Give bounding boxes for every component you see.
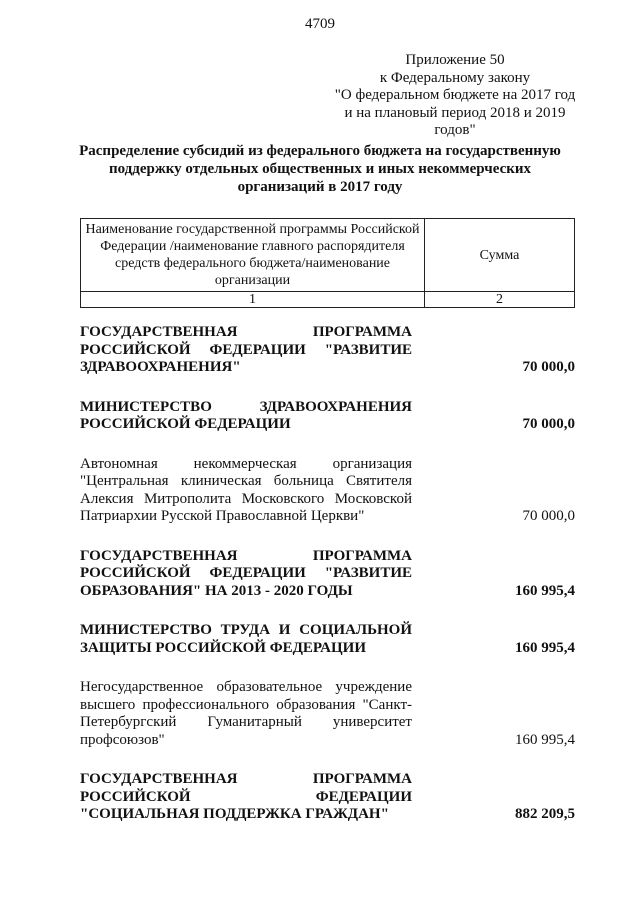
appendix-reference [320,52,590,140]
appendix-line: и на плановый период 2018 и 2019 [344,104,566,121]
column-number-2: 2 [425,292,575,308]
row-amount: 160 995,4 [515,582,575,599]
appendix-line: к Федеральному закону [379,69,531,86]
appendix-line: годов" [434,122,476,138]
table-row [80,399,575,434]
appendix-line: Приложение 50 [405,52,505,68]
table-row [80,622,575,657]
table-header [80,218,575,308]
title-line: организаций в 2017 году [237,179,403,195]
table-row [80,679,575,749]
row-amount: 160 995,4 [515,639,575,656]
row-amount: 70 000,0 [522,508,575,524]
title-line: поддержку отдельных общественных и иных некоммерческих [108,161,532,177]
row-amount: 70 000,0 [522,359,575,375]
table-row [80,771,575,824]
row-amount: 160 995,4 [515,731,575,748]
row-name: МИНИСТЕРСТВО ТРУДА И СОЦИАЛЬНОЙ ЗАЩИТЫ РОССИЙСКОЙ ФЕДЕРАЦИИ [80,622,412,656]
page-number: 4709 [305,16,335,32]
appendix-line: "О федеральном бюджете на 2017 год [334,87,576,103]
row-amount: 882 209,5 [515,806,575,822]
row-name: ГОСУДАРСТВЕННАЯ ПРОГРАММА РОССИЙСКОЙ ФЕДЕРАЦИИ "РАЗВИТИЕ ОБРАЗОВАНИЯ" НА 2013 - 2020 ГОДЫ [80,547,412,599]
row-name: ГОСУДАРСТВЕННАЯ ПРОГРАММА РОССИЙСКОЙ ФЕДЕРАЦИИ "СОЦИАЛЬНАЯ ПОДДЕРЖКА ГРАЖДАН" [80,771,412,822]
document-title [70,142,570,196]
row-amount: 70 000,0 [522,416,575,432]
table-row [80,456,575,526]
title-line: Распределение субсидий из федерального бюджета на государственную [79,143,561,159]
row-name: МИНИСТЕРСТВО ЗДРАВООХРАНЕНИЯ РОССИЙСКОЙ ФЕДЕРАЦИИ [80,398,412,432]
row-name: Негосударственное образовательное учреждение высшего профессионального образования "Санкт-Петербургский Гуманитарный университет профсоюзов" [80,679,412,748]
column-header-name: Наименование государственной программы Российской Федерации /наименование главного распорядителя средств федерального бюджета/наименование организации [81,219,425,292]
row-name: Автономная некоммерческая организация "Центральная клиническая больница Святителя Алексия Митрополита Московского Московской Патриархии Русской Православной Церкви" [80,455,412,524]
column-number-1: 1 [81,292,425,308]
row-name: ГОСУДАРСТВЕННАЯ ПРОГРАММА РОССИЙСКОЙ ФЕДЕРАЦИИ "РАЗВИТИЕ ЗДРАВООХРАНЕНИЯ" [80,324,412,375]
table-row [80,548,575,601]
table-row [80,324,575,377]
column-header-amount: Сумма [425,219,575,292]
subsidy-rows [80,324,575,824]
